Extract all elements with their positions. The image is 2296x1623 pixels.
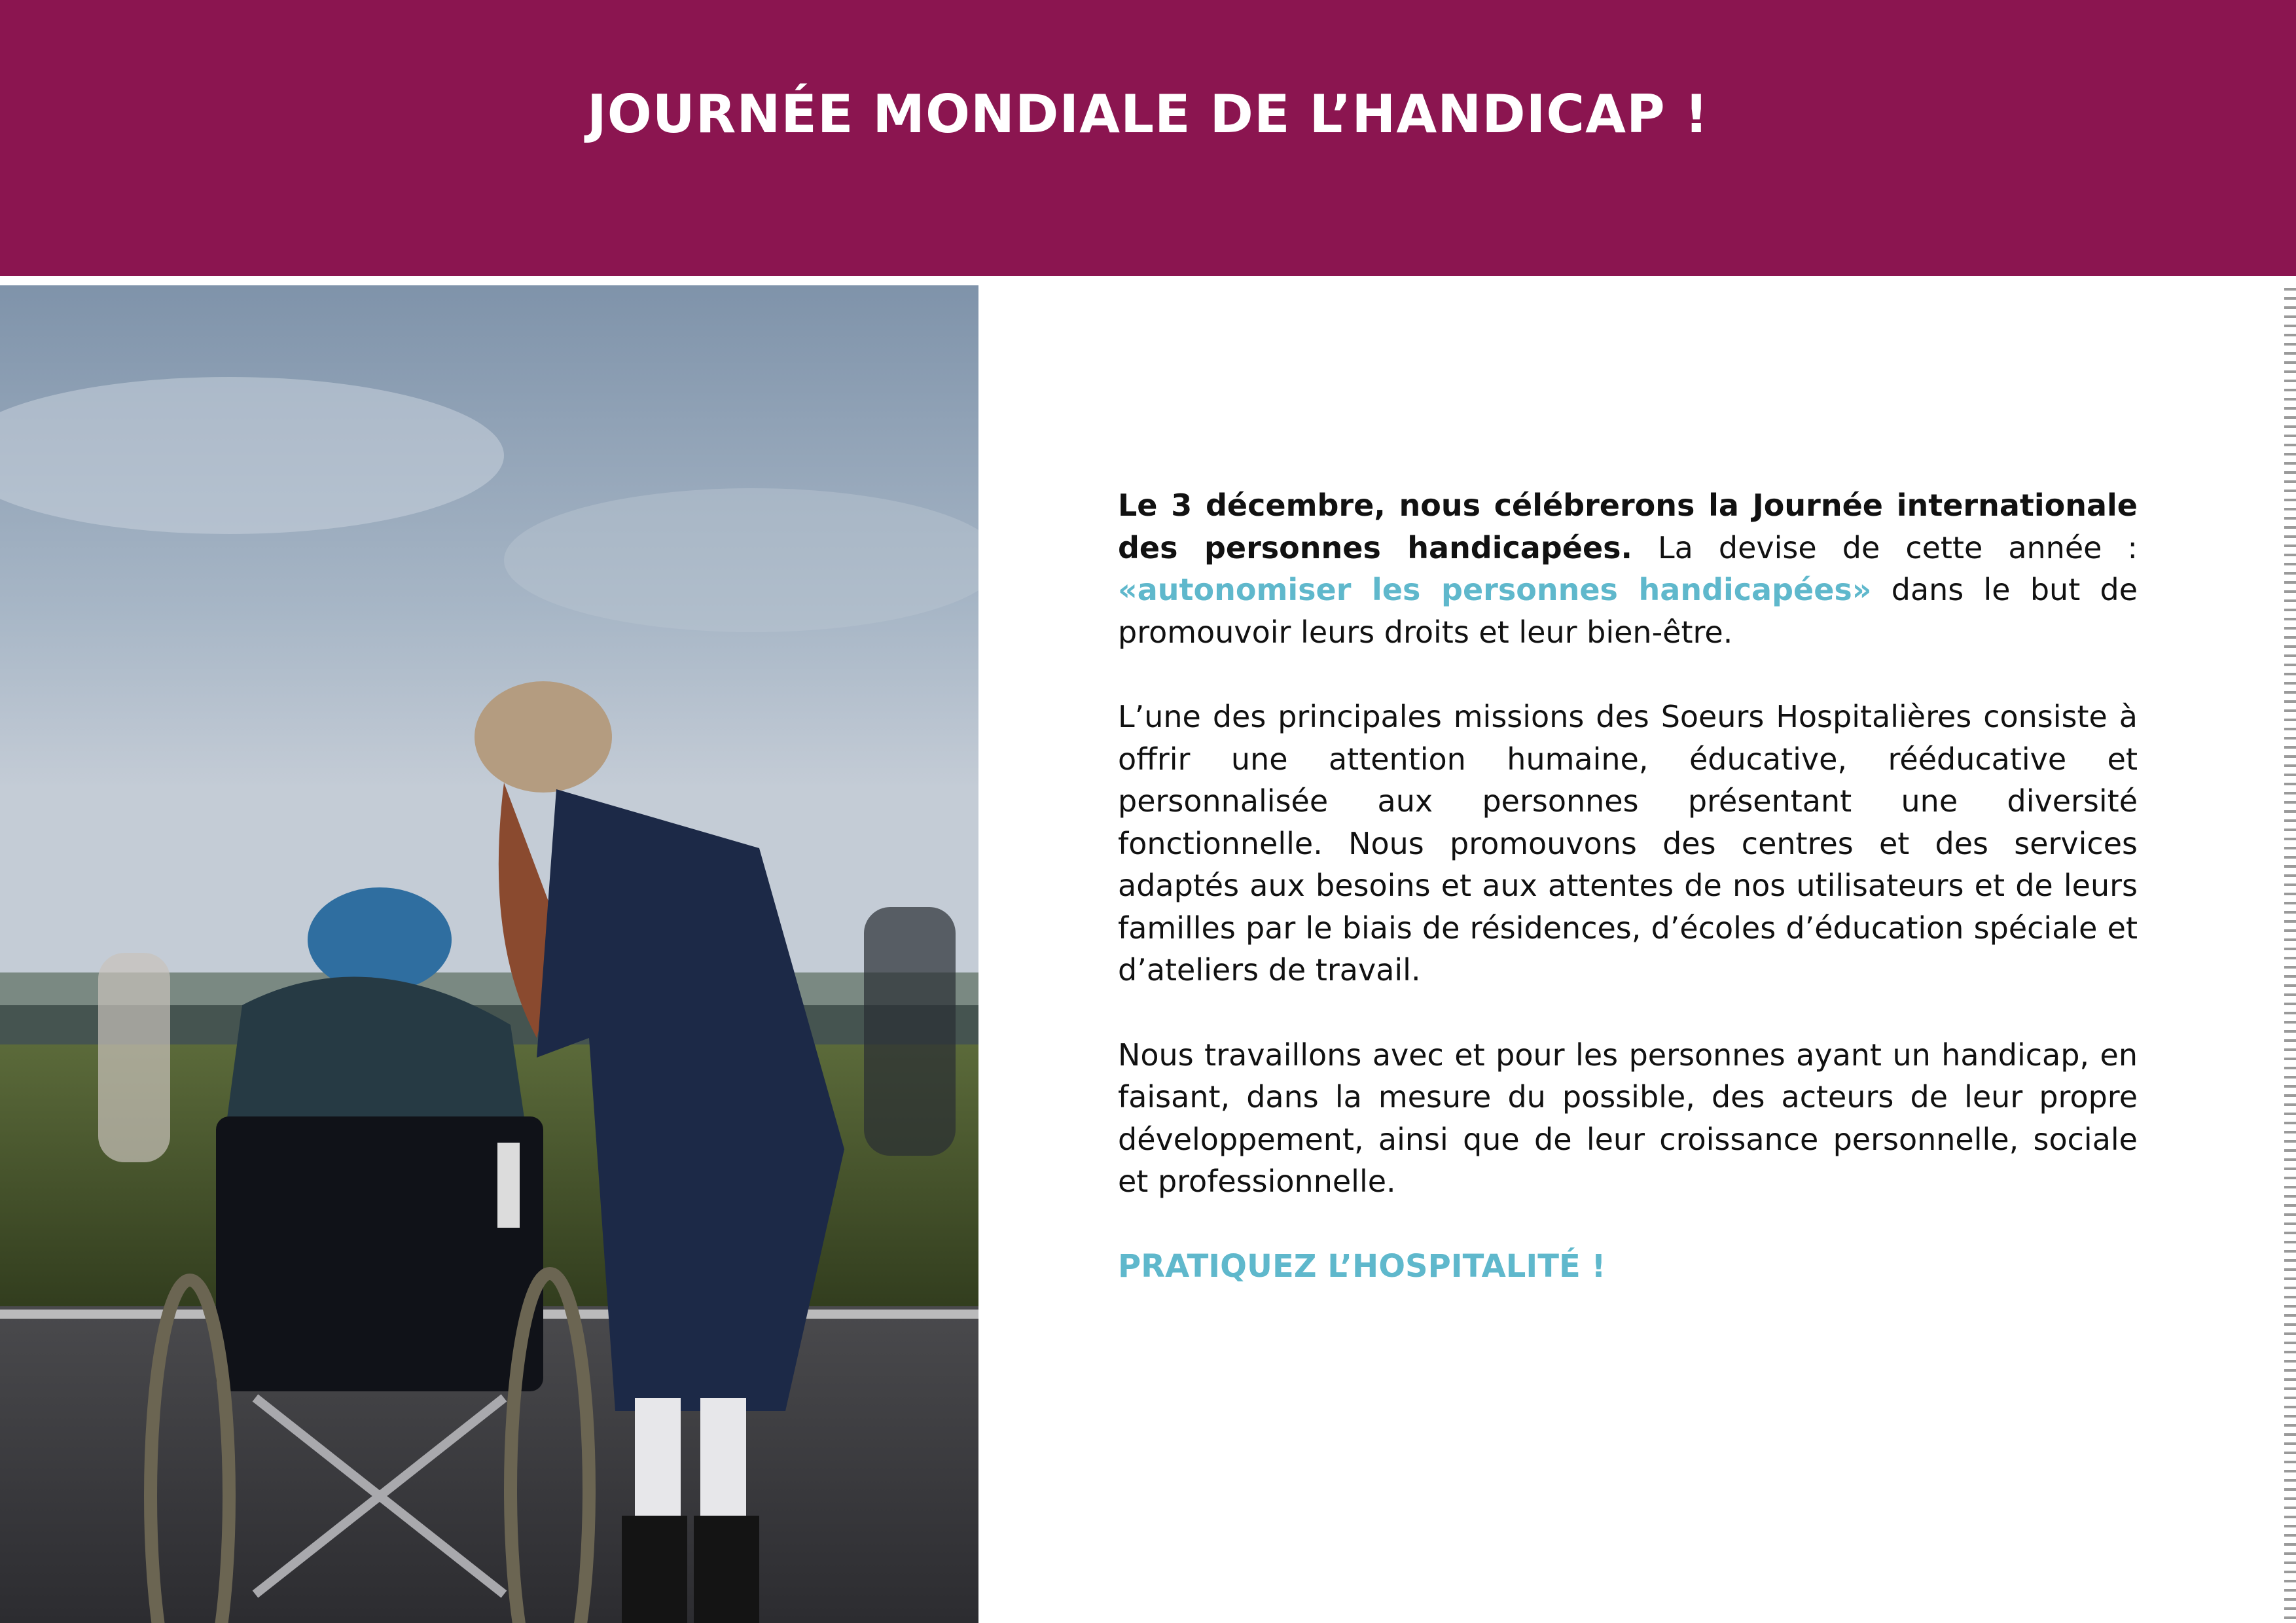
paragraph-intro (1118, 484, 2138, 653)
paragraph-work: Nous travaillons avec et pour les personnes ayant un handicap, en faisant, dans la mesure du possible, des acteurs de leur propre développement, ainsi que de leur croissance personnelle, sociale et professionnelle. (1118, 1037, 2138, 1199)
photo-wheelchair-caregiver-icon (0, 285, 978, 1623)
paragraph-missions: L’une des principales missions des Soeurs Hospitalières consiste à offrir une attention humaine, éducative, rééducative et personnalisée aux personnes présentant une diversité fonctionnelle. Nous promouvons des centres et des services adaptés aux besoins et aux attentes de nos utilisateurs et de leurs familles par le biais de résidences, d’écoles d’éducation spéciale et d’ateliers de travail. (1118, 699, 2138, 988)
intro-text: La devise de cette année : (1632, 529, 2138, 565)
hero-photo (0, 285, 978, 1623)
page-title: JOURNÉE MONDIALE DE L’HANDICAP ! (586, 84, 1710, 145)
edge-marks (2284, 288, 2296, 1623)
intro-bold-text: Le 3 décembre, nous célébrerons la Journée internationale des personnes handicapées. (1118, 488, 2138, 565)
intro-end-text: dans le but de promouvoir leurs droits et leur bien-être. (1118, 572, 2138, 650)
intro-highlight-motto: «autonomiser les personnes handicapées» (1118, 572, 1872, 607)
header-banner (0, 0, 2296, 276)
call-to-action: PRATIQUEZ L’HOSPITALITÉ ! (1118, 1247, 1606, 1285)
article-body (1118, 484, 2138, 1330)
